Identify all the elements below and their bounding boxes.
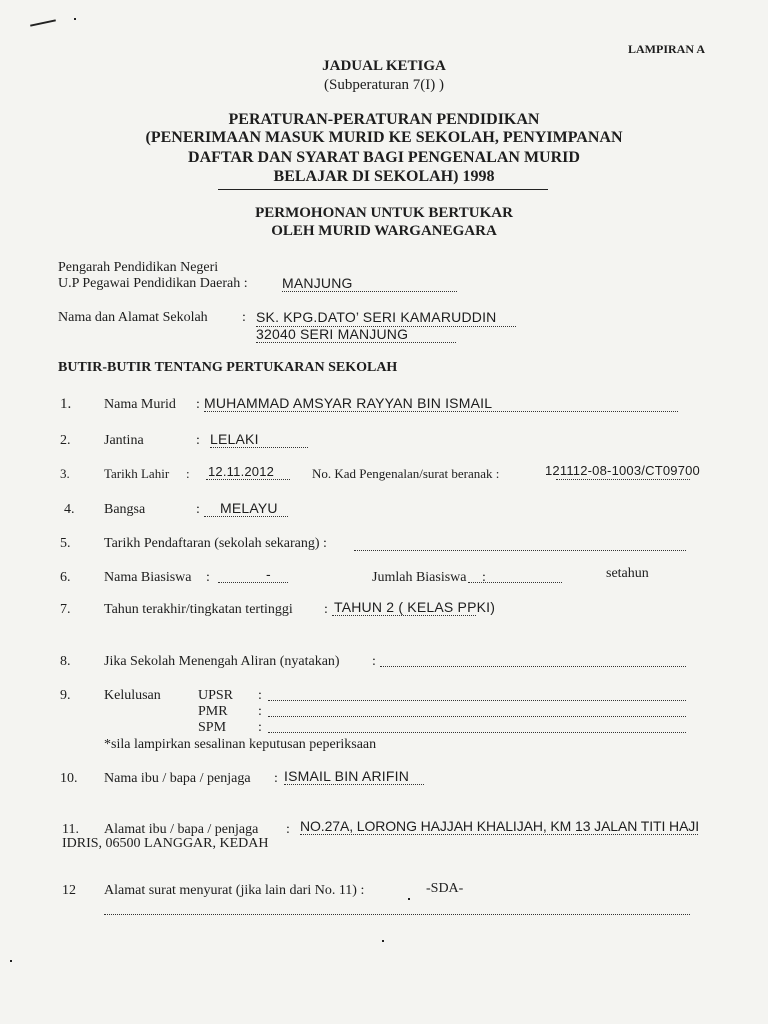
student-name-value: MUHAMMAD AMSYAR RAYYAN BIN ISMAIL [204,395,493,411]
item-5-label: Tarikh Pendaftaran (sekolah sekarang) : [104,536,327,551]
scholarship-amount-colon: : [482,570,486,585]
ic-label: No. Kad Pengenalan/surat beranak : [312,466,500,481]
ic-value: 121112-08-1003/CT09700 [545,463,700,478]
dob-value: 12.11.2012 [208,464,275,479]
item-8-colon: : [372,654,376,669]
jadual-title: JADUAL KETIGA [322,58,446,74]
subtitle-line-2: OLEH MURID WARGANEGARA [271,223,497,239]
item-10-label: Nama ibu / bapa / penjaga [104,771,251,786]
item-3-num: 3. [60,466,70,481]
school-colon: : [242,310,246,325]
school-value-2: 32040 SERI MANJUNG [256,326,409,342]
ic-line [556,479,690,480]
item-5-num: 5. [60,536,71,551]
title-line-1: PERATURAN-PERATURAN PENDIDIKAN [228,111,540,128]
spm-line [268,732,686,733]
pen-mark [30,19,56,26]
spm-label: SPM [198,720,227,735]
item-6-colon: : [206,570,210,585]
item-7-label: Tahun terakhir/tingkatan tertinggi [104,602,293,617]
dob-line [206,479,290,480]
item-12-num: 12 [62,883,76,898]
guardian-name-line [284,784,424,785]
item-6-label: Nama Biasiswa [104,570,192,585]
pmr-colon: : [258,704,262,719]
pmr-line [268,716,686,717]
upsr-line [268,700,686,701]
item-8-num: 8. [60,654,71,669]
item-9-label: Kelulusan [104,688,161,703]
race-value: MELAYU [220,500,278,516]
exam-note: *sila lampirkan sesalinan keputusan peperiksaan [104,737,377,752]
item-11-label: Alamat ibu / bapa / penjaga [104,822,259,837]
item-10-num: 10. [60,771,78,786]
item-4-num: 4. [64,502,75,517]
section-title: BUTIR-BUTIR TENTANG PERTUKARAN SEKOLAH [58,360,398,375]
item-2-colon: : [196,433,200,448]
scan-speck [408,898,410,900]
scholarship-name-value: - [266,566,271,582]
item-8-label: Jika Sekolah Menengah Aliran (nyatakan) [104,654,340,669]
pegawai-label: U.P Pegawai Pendidikan Daerah : [58,276,248,291]
guardian-address-line [300,834,698,835]
setahun-label: setahun [606,566,649,581]
pen-mark-dot [74,18,76,20]
item-3-label: Tarikh Lahir [104,466,170,481]
item-6-num: 6. [60,570,71,585]
pmr-label: PMR [198,704,228,719]
gender-value: LELAKI [210,431,259,447]
item-10-colon: : [274,771,278,786]
school-line-2 [256,342,456,343]
scholarship-amount-line [468,582,562,583]
student-name-line [204,411,678,412]
stream-line [380,666,686,667]
subtitle-line-1: PERMOHONAN UNTUK BERTUKAR [255,205,513,221]
item-2-num: 2. [60,433,71,448]
item-1-colon: : [196,397,200,412]
school-value-1: SK. KPG.DATO’ SERI KAMARUDDIN [256,309,497,325]
title-line-3: DAFTAR DAN SYARAT BAGI PENGENALAN MURID [188,149,580,166]
item-4-colon: : [196,502,200,517]
guardian-name-value: ISMAIL BIN ARIFIN [284,768,410,784]
item-7-num: 7. [60,602,71,617]
item-1-label: Nama Murid [104,397,176,412]
item-4-label: Bangsa [104,502,146,517]
title-line-4: BELAJAR DI SEKOLAH) 1998 [273,168,495,185]
item-2-label: Jantina [104,433,144,448]
mailing-address-line-1 [104,914,690,915]
pengarah-line: Pengarah Pendidikan Negeri [58,260,219,275]
last-grade-line [332,615,476,616]
scan-speck [382,940,384,942]
spm-colon: : [258,720,262,735]
item-11-colon: : [286,822,290,837]
scholarship-name-line [218,582,288,583]
title-rule [218,189,548,190]
upsr-colon: : [258,688,262,703]
title-line-2: (PENERIMAAN MASUK MURID KE SEKOLAH, PENYIMPANAN [145,129,623,146]
upsr-label: UPSR [198,688,234,703]
item-3-colon: : [186,466,190,481]
item-11-num: 11. [62,822,79,837]
lampiran-label: LAMPIRAN A [628,42,705,56]
race-line [204,516,288,517]
item-9-num: 9. [60,688,71,703]
mailing-address-value: -SDA- [426,881,464,896]
guardian-address-value-2: IDRIS, 06500 LANGGAR, KEDAH [62,836,269,851]
guardian-address-value-1: NO.27A, LORONG HAJJAH KHALIJAH, KM 13 JALAN TITI HAJI [300,818,699,834]
item-7-colon: : [324,602,328,617]
subperaturan: (Subperaturan 7(I) ) [324,77,444,93]
school-label: Nama dan Alamat Sekolah [58,310,208,325]
last-grade-value: TAHUN 2 ( KELAS PPKI) [334,599,496,615]
registration-date-line [354,550,686,551]
pegawai-value: MANJUNG [282,275,457,292]
scholarship-amount-label: Jumlah Biasiswa [372,570,467,585]
item-1-num: 1. [60,396,72,412]
scan-speck [10,960,12,962]
gender-line [210,447,308,448]
item-12-label: Alamat surat menyurat (jika lain dari No. 11) : [104,883,365,898]
